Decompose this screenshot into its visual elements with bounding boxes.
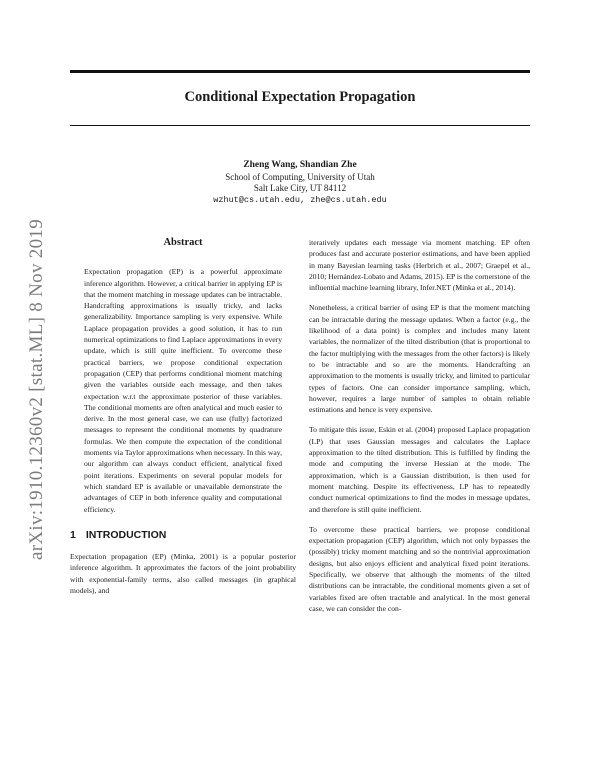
intro-paragraph-2: iteratively updates each message via moment matching. EP often produces fast and accurate posterior estimations, and have been applied in many Bayesian learning tasks (Herbrich et al., 2007; Graepel et al., 2010; Hernández-Lobato and Adams, 2015). EP is the cornerstone of the influential machine learning library, Infer.NET (Minka et al., 2014).: [309, 238, 530, 293]
intro-paragraph-1: Expectation propagation (EP) (Minka, 2001) is a popular posterior inference algorithm. It approximates the factors of the joint probability with exponential-family terms, also called messages (in graphical models), and: [70, 552, 296, 596]
author-location: Salt Lake City, UT 84112: [253, 183, 347, 193]
abstract-text: Expectation propagation (EP) is a powerful approximate inference algorithm. However, a critical barrier in applying EP is that the moment matching in message updates can be intractable. Handcrafting approximations is usually tricky, and lacks generalizability. Importance sampling is very expensive. While Laplace propagation provides a good solution, it has to run numerical optimizations to find Laplace approximations in every update, which is still quite inefficient. To overcome these practical barriers, we propose conditional expectation propagation (CEP) that performs conditional moment matching given the variables outside each message, and then takes expectation w.r.t the approximate posterior of these variables. The conditional moments are often analytical and much easier to derive. In the most general case, we can use (fully) factorized messages to represent the conditional moments by quadrature formulas. We then compute the expectation of the conditional moments via Taylor approximations when necessary. In this way, our algorithm can always conduct efficient, analytical fixed point iterations. Experiments on several popular models for which standard EP is available or unavailable demonstrate the advantages of CEP in both inference quality and computational efficiency.: [84, 267, 282, 514]
left-column: [70, 237, 296, 605]
title-rule-top: [70, 70, 530, 73]
author-block: [70, 160, 530, 206]
author-affiliation: School of Computing, University of Utah: [225, 171, 375, 182]
intro-paragraph-4: To mitigate this issue, Eskin et al. (2004) proposed Laplace propagation (LP) that uses Gaussian messages and calculates the Laplace approximation to the tilted distribution. This is fulfilled by finding the mode and computing the inverse Hessian at the mode. The approximation, which is a Gaussian distribution, is then used for moment matching. Despite its effectiveness, LP has to repeatedly conduct numerical optimizations to find the modes in message updates, and therefore is still quite inefficient.: [309, 425, 530, 514]
section-title: INTRODUCTION: [85, 528, 167, 541]
title-rule-bottom: [70, 125, 530, 126]
intro-paragraph-5: To overcome these practical barriers, we propose conditional expectation propagation (CEP) algorithm, which not only bypasses the (possibly) tricky moment matching and so the nontrivial approximation designs, but also enjoys efficient and analytical fixed point iterations. Specifically, we observe that although the moments of the tilted distributions can be intractable, the conditional moments given a set of variables fixed are often tractable and analytical. In the most general case, we can consider the con-: [309, 524, 530, 613]
right-column: [309, 237, 530, 623]
abstract-heading: Abstract: [163, 237, 203, 248]
section-number: 1: [70, 528, 76, 541]
section-heading-introduction: [70, 530, 296, 541]
paper-title: Conditional Expectation Propagation: [184, 89, 416, 105]
intro-paragraph-3: Nonetheless, a critical barrier of using EP is that the moment matching can be intractable during the message updates. When a factor (e.g., the likelihood of a data point) is complex and includes many latent variables, the normalizer of the tilted distribution (that is proportional to the factor multiplying with the messages from the other factors) is likely to be intractable and so are the moments. Handcrafting an approximation to the moments is usually tricky, and limited to particular types of factors. One can consider importance sampling, which, however, requires a large number of samples to obtain reliable estimations and hence is very expensive.: [309, 303, 530, 415]
author-emails: wzhut@cs.utah.edu, zhe@cs.utah.edu: [213, 194, 387, 205]
author-names: Zheng Wang, Shandian Zhe: [243, 160, 357, 170]
arxiv-watermark: arXiv:1910.12360v2 [stat.ML] 8 Nov 2019: [26, 219, 47, 560]
